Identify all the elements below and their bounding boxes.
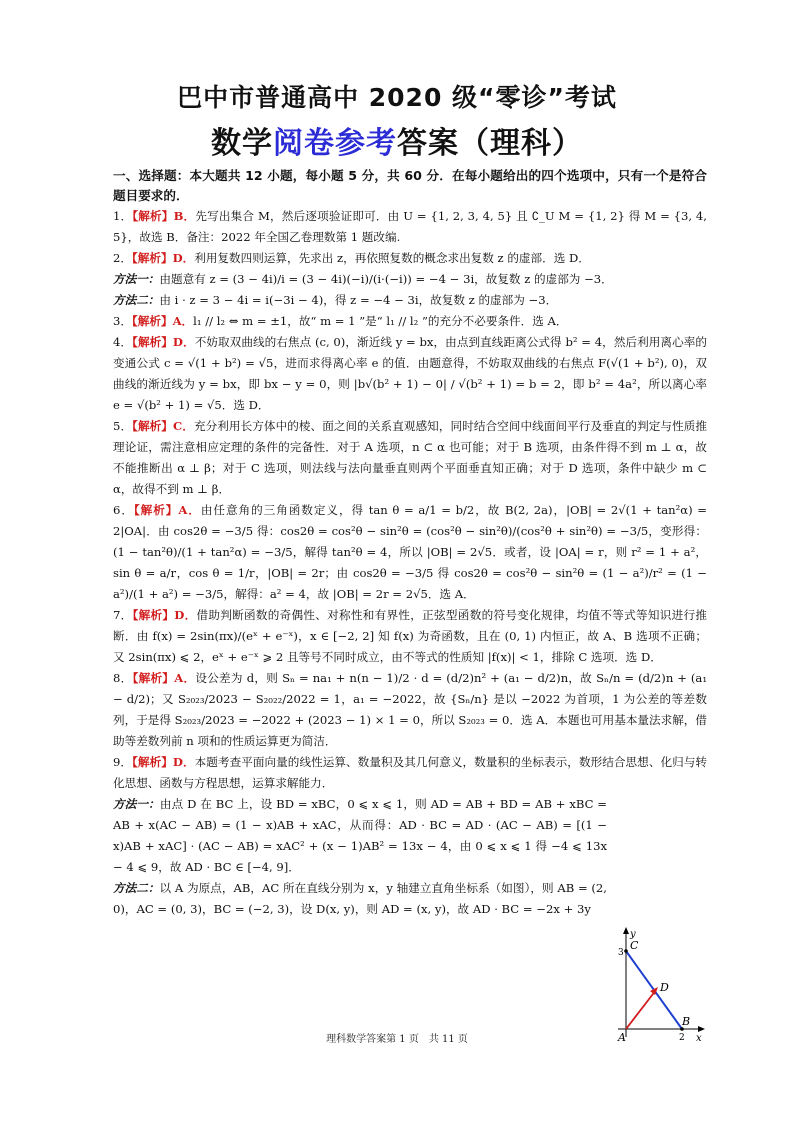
- label-b: B: [682, 1015, 691, 1028]
- method-label: 方法一：: [113, 797, 160, 811]
- method-two-2: [113, 290, 707, 311]
- answer-letter: B．: [173, 209, 196, 223]
- vector-ad: [626, 990, 656, 1029]
- label-x: x: [696, 1033, 702, 1044]
- analysis-tag: 【解析】: [131, 314, 173, 328]
- coordinate-figure: [606, 925, 706, 1045]
- item-text: 设公差为 d，则 Sₙ = na₁ + n(n − 1)/2 · d = (d/2)n² + (a₁ − d/2)n，故 Sₙ/n = (d/2)n + (a₁ − d/2)；又 S₂₀₂₃/2023 − S₂₀₂₂/2022 = 1，a₁ = −2022，故 {Sₙ/n} 是以 −2022 为首项，1 为公差的等差数列，于是得 S₂₀₂₃/2023 = −2022 + (2023 − 1) × 1 = 0，所以 S₂₀₂₃ = 0．选 A．本题也可用基本量法求解，借助等差数列前 n 项和的性质运算更为简洁．: [113, 671, 707, 748]
- answer-letter: D．: [174, 608, 197, 622]
- analysis-tag: 【解析】: [132, 209, 174, 223]
- item-text: 由任意角的三角函数定义，得 tan θ = a/1 = b/2，故 B(2, 2a)，|OB| = 2√(1 + tan²α) = 2|OA|．由 cos2θ = −3/5 得：cos2θ = cos²θ − sin²θ = (cos²θ − sin²θ)/(cos²θ + sin²θ) = −3/5，变形得：(1 − tan²θ)/(1 + tan²α) = −3/5，解得 tan²θ = 4，所以 |OB| = 2√5．或者，设 |OA| = r，则 r² = 1 + a²，sin θ = a/r，cos θ = 1/r，|OB| = 2r；由 cos2θ = −3/5 得 cos2θ = cos²θ − sin²θ = (1 − a²)/r² = (1 − a²)/(1 + a²) = −3/5，解得：a² = 4，故 |OB| = 2r = 2√5．选 A．: [113, 503, 707, 601]
- item-text: 本题考查平面向量的线性运算、数量积及其几何意义，数量积的坐标表示，数形结合思想、化归与转化思想、函数与方程思想，运算求解能力．: [113, 755, 707, 790]
- label-c: C: [630, 939, 639, 952]
- item-number: 2．: [113, 251, 132, 265]
- answer-letter: A．: [172, 314, 194, 328]
- method-one-9: [113, 794, 707, 878]
- answer-letter: A．: [178, 503, 201, 517]
- item-number: 3．: [113, 314, 132, 328]
- method-label: 方法一：: [113, 272, 160, 286]
- answer-title: [0, 118, 794, 162]
- answer-letter: A．: [174, 671, 196, 685]
- label-y: y: [630, 929, 636, 940]
- item-text: 充分利用长方体中的棱、面之间的关系直观感知，同时结合空间中线面间平行及垂直的判定与性质推理论证，需注意相应定理的条件的完备性．对于 A 选项，n ⊂ α 也可能；对于 B 选项，由条件得不到 m ⊥ α，故不能推断出 α ⊥ β；对于 C 选项，则法线与法向量垂直则两个平面垂直知正确；对于 D 选项，条件中缺少 m ⊂ α，故得不到 m ⊥ β．: [113, 419, 707, 496]
- method-label: 方法二：: [113, 881, 160, 895]
- analysis-tag: 【解析】: [132, 335, 173, 349]
- method-one-2: [113, 269, 707, 290]
- page-footer: 理科数学答案第 1 页 共 11 页: [326, 1034, 468, 1045]
- tick-2: 2: [679, 1033, 685, 1043]
- analysis-tag: 【解析】: [131, 251, 173, 265]
- point-c: [624, 949, 628, 953]
- item-text: 以 A 为原点，AB，AC 所在直线分别为 x，y 轴建立直角坐标系（如图），则 AB = (2, 0)，AC = (0, 3)，BC = (−2, 3)，设 D(x, y)，则 AD = (x, y)，故 AD · BC = −2x + 3y: [113, 881, 607, 916]
- title-part-math: 数学: [211, 126, 273, 161]
- item-number: 4．: [113, 335, 133, 349]
- tick-3: 3: [618, 948, 624, 958]
- label-a: A: [618, 1031, 626, 1044]
- answer-item-2: [113, 248, 707, 269]
- item-text: 由题意有 z = (3 − 4i)/i = (3 − 4i)(−i)/(i·(−i)) = −4 − 3i，故复数 z 的虚部为 −3．: [159, 272, 613, 286]
- item-number: 1．: [113, 209, 133, 223]
- item-number: 5．: [113, 419, 133, 433]
- answer-letter: D．: [172, 755, 195, 769]
- answer-letter: D．: [172, 251, 195, 265]
- analysis-tag: 【解析】: [132, 671, 175, 685]
- item-text: 不妨取双曲线的右焦点 (c, 0)，渐近线 y = bx，由点到直线距离公式得 b² = 4，然后利用离心率的变通公式 c = √(1 + b²) = √5，进而求得离心率 e 的值．由题意得，不妨取双曲线的右焦点 F(√(1 + b²), 0)，双曲线的渐近线为 y = bx，即 bx − y = 0，则 |b√(b² + 1) − 0| / √(b² + 1) = b = 2，即 b² = 4a²，所以离心率 e = √(b² + 1) = √5．选 D．: [113, 335, 707, 412]
- answer-item-3: [113, 311, 707, 332]
- answer-item-8: [113, 668, 707, 752]
- label-d: D: [660, 981, 669, 994]
- answer-letter: D．: [172, 335, 195, 349]
- section-heading: 一、选择题：本大题共 12 小题，每小题 5 分，共 60 分．在每小题给出的四个选项中，只有一个是符合题目要求的．: [113, 168, 707, 203]
- analysis-tag: 【解析】: [132, 755, 173, 769]
- item-text: 先写出集合 M，然后逐项验证即可．由 U = {1, 2, 3, 4, 5} 且 ∁_U M = {1, 2} 得 M = {3, 4, 5}，故选 B．备注：2022 年全国乙卷理数第 1 题改编.: [113, 209, 707, 244]
- item-number: 7．: [113, 608, 133, 622]
- answer-item-4: [113, 332, 707, 416]
- method-two-9: [113, 878, 707, 920]
- item-text: 由点 D 在 BC 上，设 BD = xBC，0 ⩽ x ⩽ 1，则 AD = AB + BD = AB + xBC = AB + x(AC − AB) = (1 − x)AB + xAC，从而得：AD · BC = AD · (AC − AB) = [(1 − x)AB + xAC] · (AC − AB) = xAC² + (x − 1)AB² = 13x − 4，由 0 ⩽ x ⩽ 1 得 −4 ⩽ 13x − 4 ⩽ 9，故 AD · BC ∈ [−4, 9]．: [113, 797, 607, 874]
- method-label: 方法二：: [113, 293, 160, 307]
- answer-item-1: [113, 206, 707, 248]
- item-number: 9．: [113, 755, 133, 769]
- item-text: 由 i · z = 3 − 4i = i(−3i − 4)，得 z = −4 − 3i，故复数 z 的虚部为 −3．: [159, 293, 558, 307]
- y-axis-arrow: [623, 927, 629, 934]
- analysis-tag: 【解析】: [133, 503, 179, 517]
- answer-item-5: [113, 416, 707, 500]
- answer-content: [113, 166, 707, 920]
- answer-item-7: [113, 605, 707, 668]
- analysis-tag: 【解析】: [132, 608, 175, 622]
- title-part-reference: 阅卷参考: [273, 126, 397, 161]
- item-text: l₁ // l₂ ⇔ m = ±1，故“ m = 1 ”是“ l₁ // l₂ ”的充分不必要条件．选 A．: [193, 314, 568, 328]
- answer-item-9: [113, 752, 707, 794]
- item-text: 借助判断函数的奇偶性、对称性和有界性，正弦型函数的符号变化规律，均值不等式等知识进行推断．由 f(x) = 2sin(πx)/(eˣ + e⁻ˣ)，x ∈ [−2, 2] 知 f(x) 为奇函数，且在 (0, 1) 内恒正，故 A、B 选项不正确；又 2sin(πx) ⩽ 2，eˣ + e⁻ˣ ⩾ 2 且等号不同时成立，由不等式的性质知 |f(x)| < 1，排除 C 选项．选 D．: [113, 608, 707, 664]
- item-text: 利用复数四则运算，先求出 z，再依照复数的概念求出复数 z 的虚部．选 D．: [194, 251, 590, 265]
- answer-letter: C．: [172, 419, 194, 433]
- item-number: 6．: [113, 503, 134, 517]
- exam-title: 巴中市普通高中 2020 级“零诊”考试: [177, 83, 617, 112]
- item-number: 8．: [113, 671, 133, 685]
- title-part-answer: 答案（理科）: [397, 126, 583, 161]
- analysis-tag: 【解析】: [132, 419, 173, 433]
- answer-item-6: [113, 500, 707, 605]
